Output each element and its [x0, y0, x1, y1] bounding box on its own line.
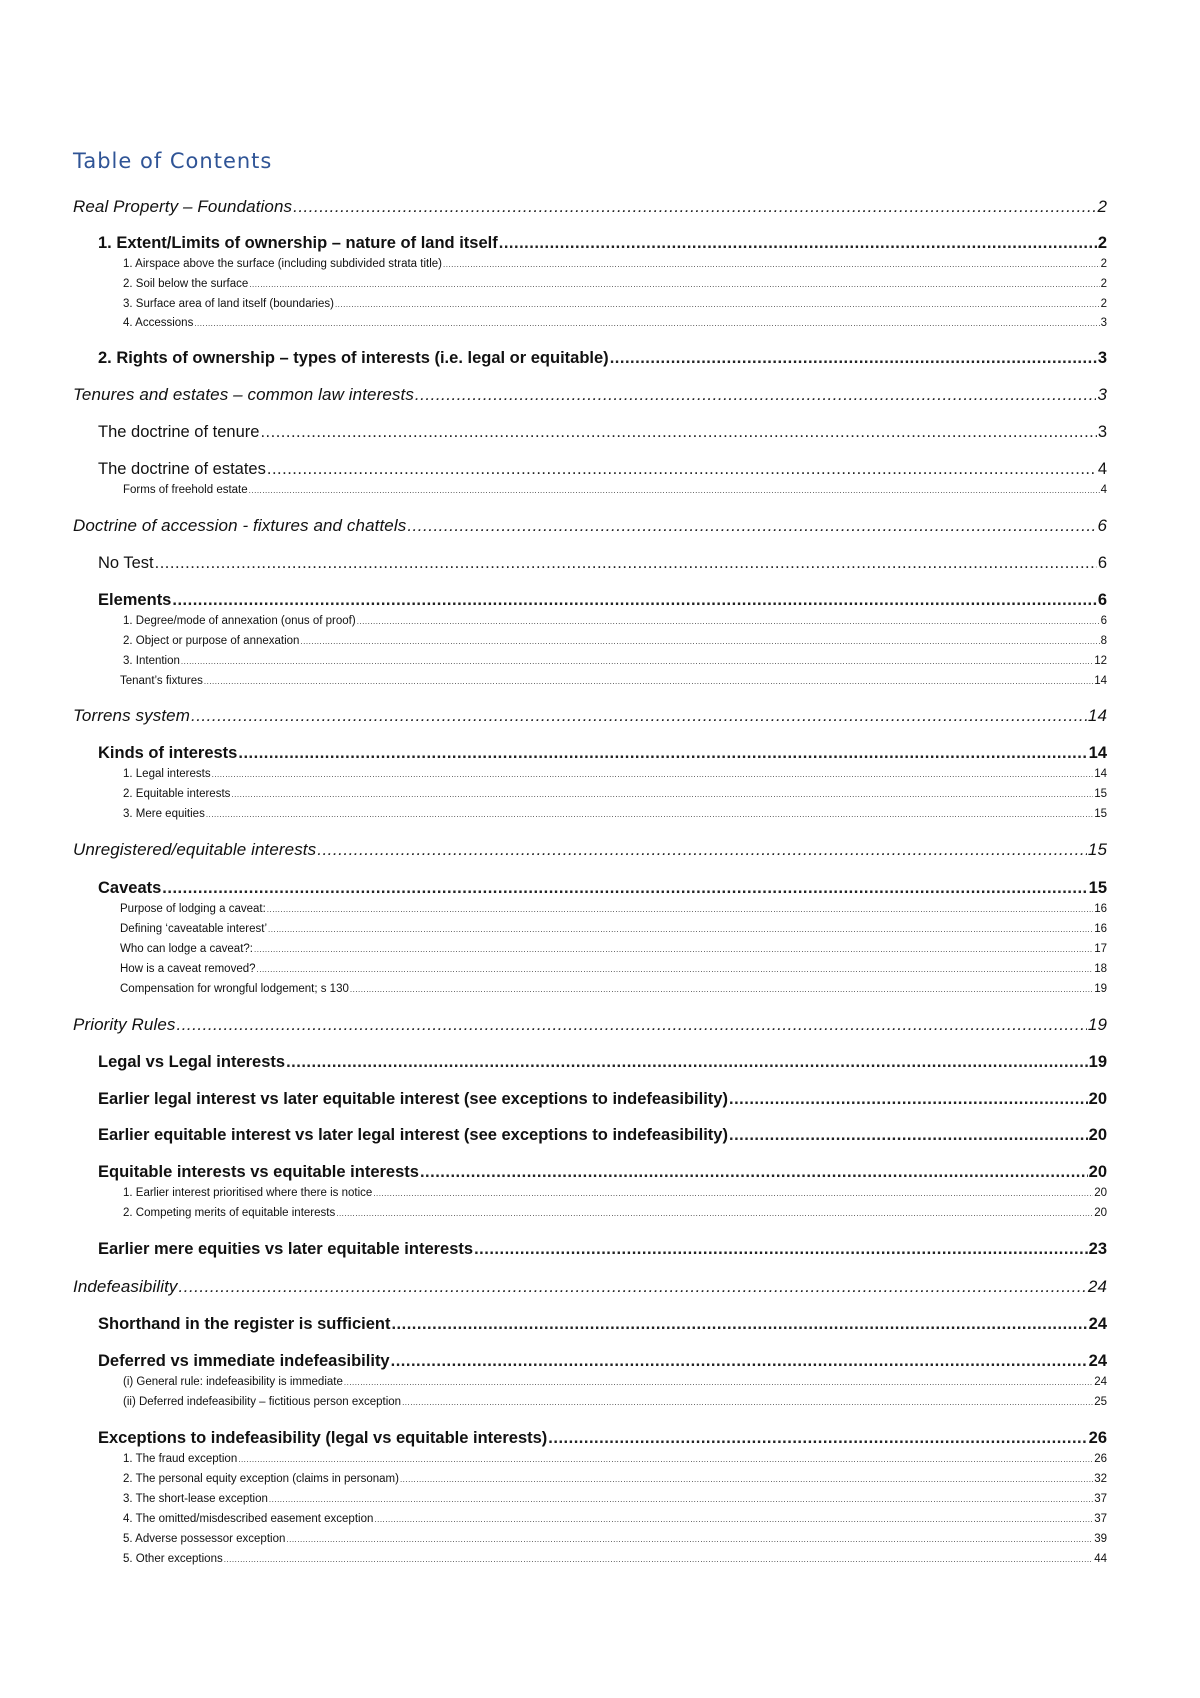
- toc-page-number: 12: [1094, 655, 1107, 667]
- toc-page-number: 6: [1097, 516, 1107, 535]
- toc-leader: [206, 806, 1093, 823]
- toc-entry[interactable]: [123, 315, 1107, 332]
- toc-page-number: 2: [1100, 278, 1107, 290]
- toc-page-number: 16: [1094, 923, 1107, 935]
- toc-page-number: 6: [1097, 591, 1107, 609]
- toc-leader: [176, 1013, 1086, 1037]
- toc-page-number: 20: [1088, 1163, 1107, 1181]
- toc-page-number: 26: [1088, 1429, 1107, 1447]
- toc-entry[interactable]: [123, 482, 1107, 499]
- toc-entry-label: Unregistered/equitable interests: [73, 840, 317, 859]
- toc-entry-label: Defining ‘caveatable interest’: [120, 923, 268, 935]
- toc-entry-label: 5. Other exceptions: [123, 1553, 223, 1565]
- toc-entry[interactable]: [73, 1013, 1107, 1037]
- toc-page-number: 19: [1087, 1015, 1107, 1034]
- toc-leader: [268, 921, 1093, 938]
- toc-page-number: 8: [1100, 635, 1107, 647]
- toc-leader: [257, 961, 1094, 978]
- toc-entry-label: 2. Competing merits of equitable interests: [123, 1207, 336, 1219]
- toc-page-number: 24: [1087, 1277, 1107, 1296]
- toc-leader: [249, 276, 1099, 293]
- toc-page-number: 19: [1094, 983, 1107, 995]
- toc-title: Table of Contents: [73, 149, 273, 173]
- toc-entry-label: 1. Extent/Limits of ownership – nature of land itself: [98, 234, 498, 252]
- toc-entry-label: 2. The personal equity exception (claims in personam): [123, 1473, 399, 1485]
- toc-page-number: 14: [1087, 706, 1107, 725]
- toc-entry-label: 4. The omitted/misdescribed easement exception: [123, 1513, 374, 1525]
- toc-entry[interactable]: [98, 741, 1107, 765]
- toc-entry[interactable]: [123, 1471, 1107, 1488]
- toc-entry[interactable]: [98, 1349, 1107, 1373]
- toc-entry-label: Earlier legal interest vs later equitable interest (see exceptions to indefeasibility): [98, 1090, 728, 1108]
- toc-leader: [357, 613, 1100, 630]
- toc-entry-label: Torrens system: [73, 706, 190, 725]
- toc-entry-label: 1. Degree/mode of annexation (onus of proof): [123, 615, 356, 627]
- toc-entry[interactable]: [120, 981, 1107, 998]
- toc-entry[interactable]: [120, 921, 1107, 938]
- toc-leader: [474, 1237, 1088, 1261]
- toc-entry-label: 3. Surface area of land itself (boundaries): [123, 298, 334, 310]
- toc-entry-label: Exceptions to indefeasibility (legal vs equitable interests): [98, 1429, 548, 1447]
- toc-leader: [204, 673, 1093, 690]
- toc-leader: [162, 876, 1087, 900]
- toc-entry[interactable]: [98, 1237, 1107, 1261]
- toc-page-number: 20: [1088, 1126, 1107, 1144]
- toc-leader: [224, 1551, 1093, 1568]
- toc-entry[interactable]: [98, 1160, 1107, 1184]
- toc-leader: [336, 1205, 1093, 1222]
- toc-leader: [391, 1312, 1087, 1336]
- toc-page-number: 20: [1094, 1207, 1107, 1219]
- toc-entry-label: Caveats: [98, 879, 162, 897]
- toc-entry-label: Real Property – Foundations: [73, 197, 293, 216]
- toc-entry-label: 2. Equitable interests: [123, 788, 231, 800]
- toc-entry[interactable]: [123, 786, 1107, 803]
- toc-leader: [238, 1451, 1093, 1468]
- toc-entry[interactable]: [123, 1511, 1107, 1528]
- toc-leader: [172, 588, 1096, 612]
- toc-entry[interactable]: [123, 1394, 1107, 1411]
- toc-entry[interactable]: [73, 383, 1107, 407]
- toc-entry[interactable]: [123, 1451, 1107, 1468]
- toc-leader: [254, 941, 1093, 958]
- toc-entry-label: Equitable interests vs equitable interests: [98, 1163, 419, 1181]
- toc-leader: [231, 786, 1093, 803]
- toc-entry-label: 1. The fraud exception: [123, 1453, 238, 1465]
- toc-entry[interactable]: [123, 1531, 1107, 1548]
- toc-leader: [400, 1471, 1093, 1488]
- toc-entry-label: 3. The short-lease exception: [123, 1493, 268, 1505]
- toc-entry-label: Elements: [98, 591, 172, 609]
- toc-page-number: 23: [1088, 1240, 1107, 1258]
- toc-page-number: 15: [1087, 840, 1107, 859]
- toc-entry-label: 2. Rights of ownership – types of interests (i.e. legal or equitable): [98, 349, 609, 367]
- toc-entry[interactable]: [98, 1087, 1107, 1111]
- toc-entry-label: Deferred vs immediate indefeasibility: [98, 1352, 390, 1370]
- toc-entry-label: 5. Adverse possessor exception: [123, 1533, 286, 1545]
- toc-page-number: 3: [1097, 349, 1107, 367]
- toc-entry[interactable]: [123, 256, 1107, 273]
- toc-leader: [300, 633, 1099, 650]
- toc-entry-label: 2. Soil below the surface: [123, 278, 249, 290]
- toc-entry-label: Tenant’s fixtures: [120, 675, 203, 687]
- toc-entry-label: No Test: [98, 554, 154, 572]
- toc-entry-label: Tenures and estates – common law interests: [73, 385, 414, 404]
- toc-page-number: 2: [1100, 258, 1107, 270]
- toc-entry[interactable]: [123, 806, 1107, 823]
- toc-entry[interactable]: [123, 1491, 1107, 1508]
- toc-entry-label: 1. Airspace above the surface (including subdivided strata title): [123, 258, 442, 270]
- toc-leader: [420, 1160, 1088, 1184]
- toc-leader: [350, 981, 1093, 998]
- toc-leader: [212, 766, 1094, 783]
- toc-leader: [499, 231, 1097, 255]
- toc-entry-label: 4. Accessions: [123, 317, 194, 329]
- toc-page-number: 39: [1094, 1533, 1107, 1545]
- toc-page-number: 37: [1094, 1493, 1107, 1505]
- toc-leader: [415, 383, 1097, 407]
- toc-entry[interactable]: [98, 1312, 1107, 1336]
- toc-entry[interactable]: [123, 1374, 1107, 1391]
- toc-page-number: 44: [1094, 1553, 1107, 1565]
- toc-page-number: 3: [1097, 423, 1107, 441]
- toc-entry-label: Earlier equitable interest vs later legal interest (see exceptions to indefeasibility): [98, 1126, 728, 1144]
- toc-page-number: 18: [1094, 963, 1107, 975]
- toc-entry[interactable]: [73, 704, 1107, 728]
- toc-entry[interactable]: [98, 346, 1107, 370]
- toc-entry-label: (i) General rule: indefeasibility is immediate: [123, 1376, 343, 1388]
- toc-leader: [286, 1050, 1088, 1074]
- toc-page-number: 32: [1094, 1473, 1107, 1485]
- toc-page-number: 25: [1094, 1396, 1107, 1408]
- toc-leader: [610, 346, 1097, 370]
- toc-entry[interactable]: [73, 838, 1107, 862]
- toc-page-number: 16: [1094, 903, 1107, 915]
- toc-entry-label: Priority Rules: [73, 1015, 176, 1034]
- toc-entry[interactable]: [123, 296, 1107, 313]
- toc-entry[interactable]: [123, 1551, 1107, 1568]
- toc-leader: [238, 741, 1087, 765]
- toc-entry-label: The doctrine of tenure: [98, 423, 260, 441]
- toc-leader: [249, 482, 1100, 499]
- toc-leader: [407, 514, 1096, 538]
- toc-leader: [317, 838, 1087, 862]
- toc-leader: [443, 256, 1100, 273]
- toc-entry[interactable]: [98, 457, 1107, 481]
- toc-page-number: 20: [1094, 1187, 1107, 1199]
- toc-page-number: 2: [1097, 197, 1107, 216]
- toc-leader: [181, 653, 1093, 670]
- toc-entry[interactable]: [73, 1275, 1107, 1299]
- toc-leader: [548, 1426, 1087, 1450]
- toc-page-number: 6: [1097, 554, 1107, 572]
- toc-page-number: 3: [1097, 385, 1107, 404]
- toc-entry-label: Doctrine of accession - fixtures and chattels: [73, 516, 407, 535]
- toc-entry[interactable]: [98, 1123, 1107, 1147]
- toc-page-number: 19: [1088, 1053, 1107, 1071]
- toc-entry[interactable]: [123, 613, 1107, 630]
- toc-page-number: 4: [1097, 460, 1107, 478]
- toc-page-number: 15: [1088, 879, 1107, 897]
- toc-page-number: 15: [1094, 788, 1107, 800]
- toc-entry-label: 1. Legal interests: [123, 768, 211, 780]
- toc-entry[interactable]: [120, 673, 1107, 690]
- toc-entry-label: Forms of freehold estate: [123, 484, 248, 496]
- toc-page-number: 15: [1094, 808, 1107, 820]
- toc-leader: [729, 1123, 1088, 1147]
- toc-page-number: 24: [1088, 1315, 1107, 1333]
- toc-entry-label: How is a caveat removed?: [120, 963, 256, 975]
- toc-entry-label: Who can lodge a caveat?:: [120, 943, 253, 955]
- toc-leader: [267, 901, 1093, 918]
- toc-leader: [260, 420, 1096, 444]
- toc-leader: [335, 296, 1100, 313]
- toc-page-number: 26: [1094, 1453, 1107, 1465]
- toc-entry[interactable]: [123, 766, 1107, 783]
- toc-entry[interactable]: [120, 961, 1107, 978]
- toc-entry-label: 3. Mere equities: [123, 808, 205, 820]
- toc-page-number: 4: [1100, 484, 1107, 496]
- toc-page-number: 17: [1094, 943, 1107, 955]
- toc-leader: [729, 1087, 1088, 1111]
- toc-page-number: 2: [1097, 234, 1107, 252]
- toc-entry[interactable]: [98, 1050, 1107, 1074]
- toc-entry[interactable]: [120, 941, 1107, 958]
- toc-entry[interactable]: [98, 1426, 1107, 1450]
- toc-page-number: 14: [1088, 744, 1107, 762]
- toc-entry[interactable]: [73, 195, 1107, 219]
- toc-leader: [374, 1511, 1093, 1528]
- toc-leader: [194, 315, 1099, 332]
- toc-entry[interactable]: [123, 633, 1107, 650]
- toc-leader: [155, 551, 1097, 575]
- toc-entry[interactable]: [123, 653, 1107, 670]
- toc-leader: [269, 1491, 1093, 1508]
- toc-entry[interactable]: [98, 231, 1107, 255]
- toc-entry-label: 1. Earlier interest prioritised where there is notice: [123, 1187, 373, 1199]
- toc-leader: [344, 1374, 1093, 1391]
- toc-leader: [391, 1349, 1088, 1373]
- toc-page-number: 24: [1088, 1352, 1107, 1370]
- toc-page-number: 14: [1094, 675, 1107, 687]
- toc-entry[interactable]: [73, 514, 1107, 538]
- toc-leader: [402, 1394, 1093, 1411]
- toc-page-number: 3: [1100, 317, 1107, 329]
- toc-leader: [286, 1531, 1093, 1548]
- toc-entry[interactable]: [98, 551, 1107, 575]
- toc-entry[interactable]: [120, 901, 1107, 918]
- toc-page-number: 37: [1094, 1513, 1107, 1525]
- toc-entry[interactable]: [123, 1185, 1107, 1202]
- toc-entry-label: Kinds of interests: [98, 744, 238, 762]
- toc-entry-label: 2. Object or purpose of annexation: [123, 635, 300, 647]
- toc-entry-label: Compensation for wrongful lodgement; s 130: [120, 983, 349, 995]
- toc-entry-label: Purpose of lodging a caveat:: [120, 903, 266, 915]
- toc-leader: [267, 457, 1097, 481]
- toc-page-number: 6: [1100, 615, 1107, 627]
- toc-leader: [191, 704, 1087, 728]
- toc-page-number: 2: [1100, 298, 1107, 310]
- toc-entry-label: 3. Intention: [123, 655, 180, 667]
- toc-entry[interactable]: [98, 876, 1107, 900]
- toc-leader: [373, 1185, 1093, 1202]
- toc-leader: [179, 1275, 1087, 1299]
- toc-entry[interactable]: [123, 276, 1107, 293]
- toc-page-number: 20: [1088, 1090, 1107, 1108]
- toc-entry-label: Indefeasibility: [73, 1277, 178, 1296]
- toc-entry-label: The doctrine of estates: [98, 460, 266, 478]
- toc-page-number: 24: [1094, 1376, 1107, 1388]
- toc-leader: [293, 195, 1096, 219]
- toc-entry[interactable]: [123, 1205, 1107, 1222]
- toc-entry-label: Earlier mere equities vs later equitable interests: [98, 1240, 474, 1258]
- toc-entry[interactable]: [98, 420, 1107, 444]
- toc-entry-label: (ii) Deferred indefeasibility – fictitious person exception: [123, 1396, 402, 1408]
- toc-entry-label: Legal vs Legal interests: [98, 1053, 286, 1071]
- toc-page-number: 14: [1094, 768, 1107, 780]
- toc-entry-label: Shorthand in the register is sufficient: [98, 1315, 391, 1333]
- toc-entry[interactable]: [98, 588, 1107, 612]
